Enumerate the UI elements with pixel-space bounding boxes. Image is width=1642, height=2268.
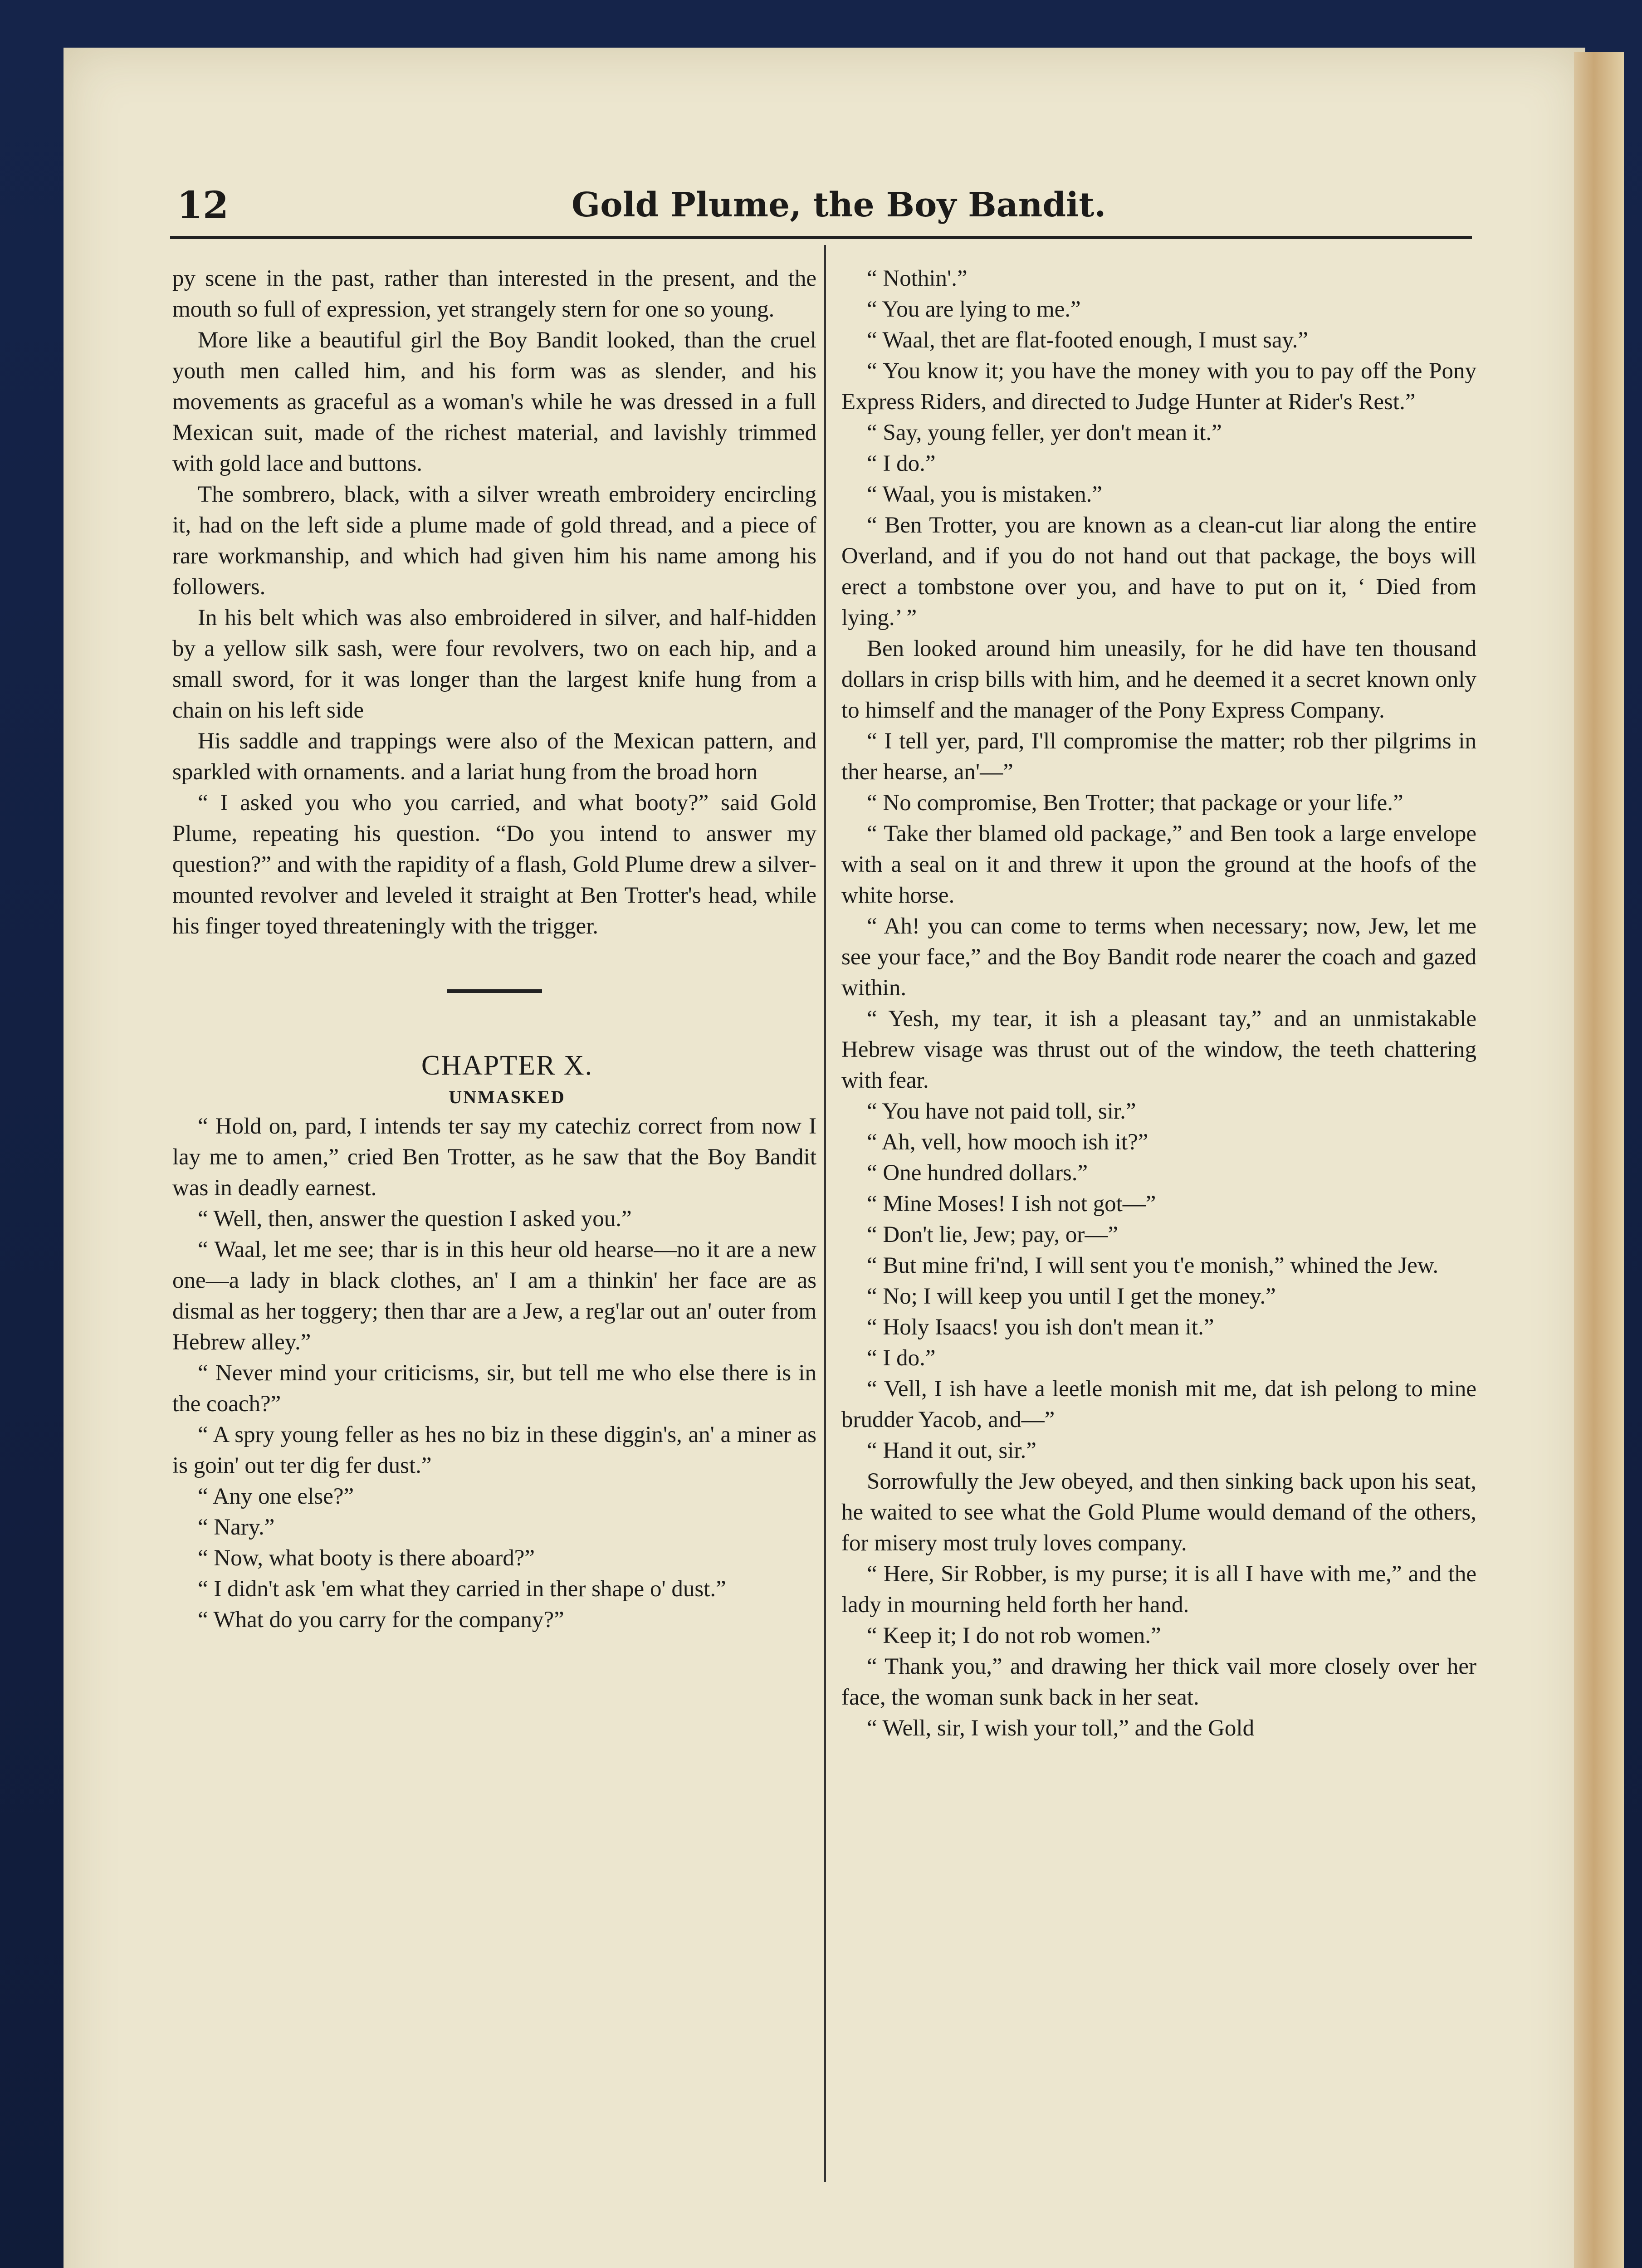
- running-title: Gold Plume, the Boy Bandit.: [572, 186, 1106, 225]
- paragraph: The sombrero, black, with a silver wreath embroidery encircling it, had on the left side a plume made of gold thread, and a piece of rare workmanship, and which had given him his name among his followers.: [172, 482, 816, 600]
- paragraph: “ Nothin'.”: [867, 266, 968, 291]
- paragraph: “ Never mind your criticisms, sir, but tell me who else there is in the coach?”: [172, 1360, 816, 1417]
- paragraph: More like a beautiful girl the Boy Bandit looked, than the cruel youth men called him, and his form was as slender, and his movements as graceful as a woman's while he was dressed in a full Mexican suit, made of the richest material, and lavishly trimmed with gold lace and buttons.: [172, 327, 816, 476]
- paragraph: “ You have not paid toll, sir.”: [867, 1099, 1136, 1124]
- paragraph: Ben looked around him uneasily, for he did have ten thousand dollars in crisp bills with him, and he deemed it a secret known only to himself and the manager of the Pony Express Company.: [841, 636, 1476, 723]
- paragraph: “ Holy Isaacs! you ish don't mean it.”: [867, 1315, 1214, 1340]
- paragraph: “ Any one else?”: [198, 1484, 354, 1509]
- paragraph: “ A spry young feller as hes no biz in these diggin's, an' a miner as is goin' out ter dig fer dust.”: [172, 1422, 816, 1478]
- paragraph: “ Ben Trotter, you are known as a clean-cut liar along the entire Overland, and if you do not hand out that package, the boys will erect a tombstone over you, and have to put on it, ‘ Died from lying.’ ”: [841, 513, 1476, 631]
- paragraph: “ Waal, let me see; thar is in this heur old hearse—no it are a new one—a lady in black clothes, an' I am a thinkin' her face are as dismal as her toggery; then thar are a Jew, a reg'lar out an' outer from Hebrew alley.”: [172, 1237, 816, 1355]
- paragraph: “ I do.”: [867, 451, 936, 476]
- paragraph: His saddle and trappings were also of the Mexican pattern, and sparkled with ornaments. and a lariat hung from the broad horn: [172, 728, 816, 785]
- page-number: 12: [177, 184, 229, 227]
- paragraph: “ Now, what booty is there aboard?”: [198, 1545, 535, 1571]
- paragraph: “ Well, sir, I wish your toll,” and the Gold: [867, 1716, 1255, 1741]
- paragraph: “ No; I will keep you until I get the money.”: [867, 1284, 1276, 1309]
- column-divider: [824, 245, 826, 2182]
- right-column: [841, 263, 1476, 1744]
- paragraph: “ I do.”: [867, 1345, 936, 1371]
- paragraph: “ No compromise, Ben Trotter; that package or your life.”: [867, 790, 1403, 816]
- paragraph: “ But mine fri'nd, I will sent you t'e monish,” whined the Jew.: [867, 1253, 1439, 1278]
- paragraph: “ I didn't ask 'em what they carried in ther shape o' dust.”: [198, 1576, 726, 1602]
- paragraph: “ Say, young feller, yer don't mean it.”: [867, 420, 1222, 445]
- paragraph: “ Well, then, answer the question I asked you.”: [198, 1206, 632, 1232]
- paragraph: “ Waal, thet are flat-footed enough, I must say.”: [867, 327, 1309, 353]
- paragraph: “ Nary.”: [198, 1515, 275, 1540]
- paragraph: “ Thank you,” and drawing her thick vail more closely over her face, the woman sunk back in her seat.: [841, 1654, 1476, 1710]
- paragraph: In his belt which was also embroidered in silver, and half-hidden by a yellow silk sash, were four revolvers, two on each hip, and a small sword, for it was longer than the largest knife hung from a chain on his left side: [172, 605, 816, 723]
- chapter-title: CHAPTER X.: [421, 1050, 593, 1081]
- paragraph: “ Keep it; I do not rob women.”: [867, 1623, 1161, 1648]
- paragraph: “ What do you carry for the company?”: [198, 1607, 564, 1633]
- page-edge: [1574, 52, 1624, 2268]
- section-divider: [447, 989, 542, 993]
- paragraph: “ Hand it out, sir.”: [867, 1438, 1036, 1463]
- paragraph: “ Vell, I ish have a leetle monish mit me, dat ish pelong to mine brudder Yacob, and—”: [841, 1376, 1476, 1432]
- paragraph: “ Ah! you can come to terms when necessary; now, Jew, let me see your face,” and the Boy Bandit rode nearer the coach and gazed within.: [841, 914, 1476, 1001]
- paragraph: py scene in the past, rather than interested in the present, and the mouth so full of expression, yet strangely stern for one so young.: [172, 266, 816, 322]
- header-rule: [170, 236, 1472, 239]
- paragraph: “ Here, Sir Robber, is my purse; it is all I have with me,” and the lady in mourning held forth her hand.: [841, 1561, 1476, 1618]
- chapter-subtitle: UNMASKED: [449, 1087, 566, 1107]
- page-header: [113, 184, 1474, 238]
- paragraph: “ Don't lie, Jew; pay, or—”: [867, 1222, 1118, 1247]
- paragraph: “ You are lying to me.”: [867, 297, 1081, 322]
- left-column: [172, 263, 816, 1635]
- paragraph: “ Hold on, pard, I intends ter say my catechiz correct from now I lay me to amen,” cried Ben Trotter, as he saw that the Boy Bandit was in deadly earnest.: [172, 1114, 816, 1201]
- paragraph: “ I asked you who you carried, and what booty?” said Gold Plume, repeating his question. “Do you intend to answer my question?” and with the rapidity of a flash, Gold Plume drew a silver-mounted revolver and leveled it straight at Ben Trotter's head, while his finger toyed threateningly with the trigger.: [172, 790, 816, 939]
- paragraph: “ Waal, you is mistaken.”: [867, 482, 1102, 507]
- paragraph: “ Ah, vell, how mooch ish it?”: [867, 1129, 1148, 1155]
- paragraph: “ Yesh, my tear, it ish a pleasant tay,” and an unmistakable Hebrew visage was thrust out of the window, the teeth chattering with fear.: [841, 1006, 1476, 1093]
- paragraph: “ You know it; you have the money with you to pay off the Pony Express Riders, and directed to Judge Hunter at Rider's Rest.”: [841, 358, 1476, 415]
- paragraph: Sorrowfully the Jew obeyed, and then sinking back upon his seat, he waited to see what the Gold Plume would demand of the others, for misery most truly loves company.: [841, 1469, 1476, 1556]
- paragraph: “ Mine Moses! I ish not got—”: [867, 1191, 1156, 1217]
- paragraph: “ I tell yer, pard, I'll compromise the matter; rob ther pilgrims in ther hearse, an'—”: [841, 728, 1476, 785]
- paragraph: “ Take ther blamed old package,” and Ben took a large envelope with a seal on it and threw it upon the ground at the hoofs of the white horse.: [841, 821, 1476, 908]
- paragraph: “ One hundred dollars.”: [867, 1160, 1088, 1186]
